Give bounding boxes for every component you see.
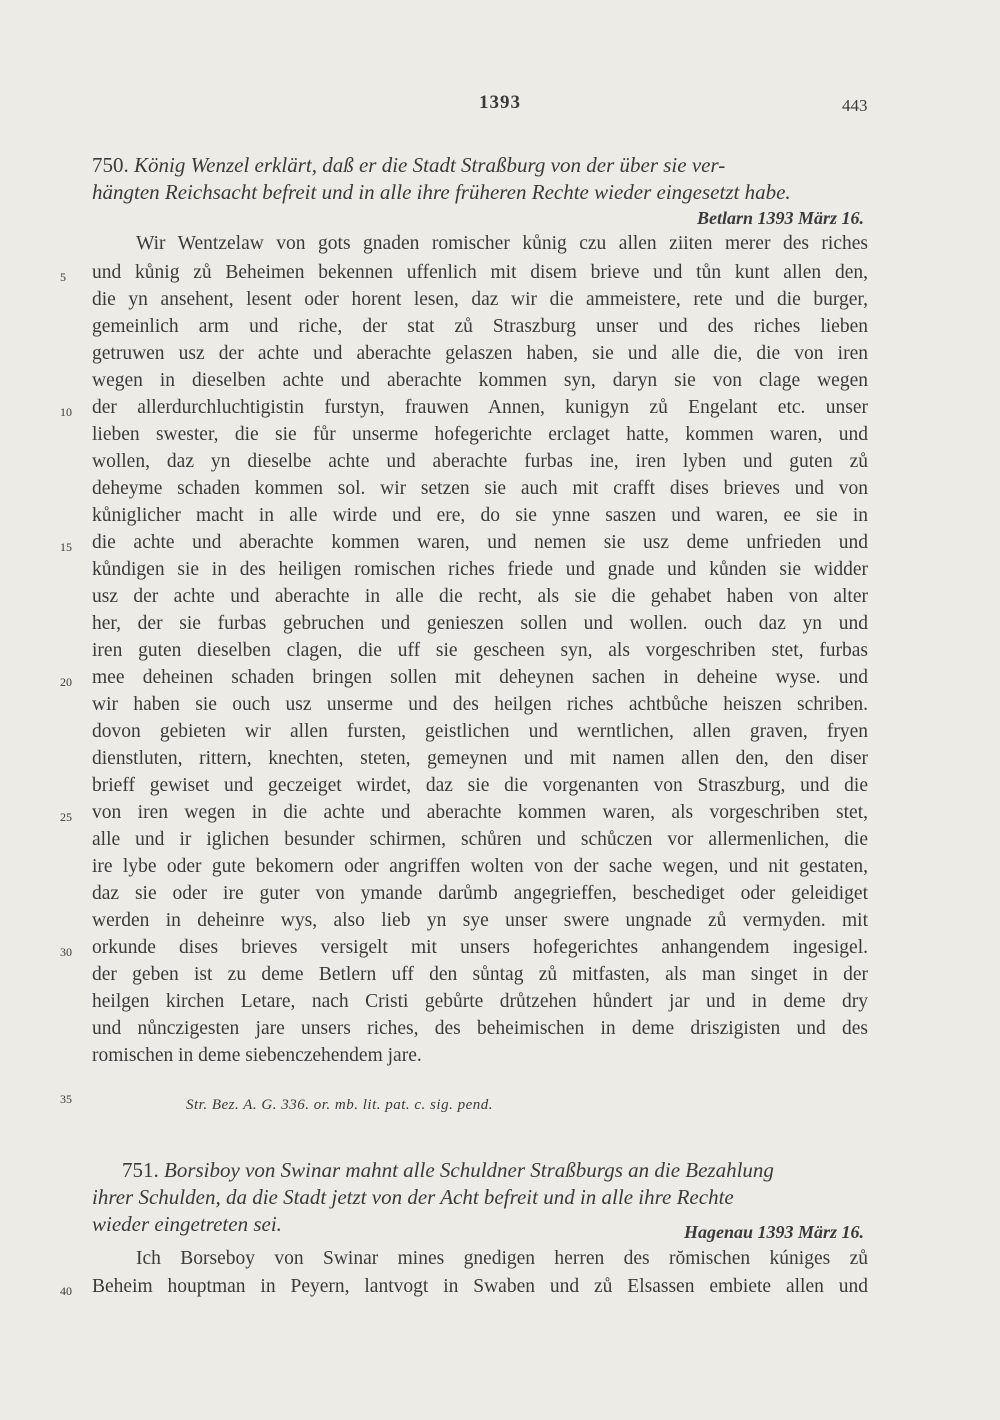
doc-750-line: werden in deheinre wys, also lieb yn sye unser swere ungnade zů vermyden. mit (92, 910, 868, 931)
doc-750-line: wollen, daz yn dieselbe achte und aberachte furbas ine, iren lyben und guten zů (92, 451, 868, 472)
doc-750-line: brieff gewiset und geczeiget wirdet, daz sie die vorgenanten von Straszburg, und die (92, 775, 868, 796)
doc-750-line: und nůnczigesten jare unsers riches, des beheimischen in deme driszigisten und des (92, 1018, 868, 1039)
doc-750-line: Wir Wentzelaw von gots gnaden romischer kůnig czu allen ziiten merer des riches (136, 233, 868, 254)
doc-750-heading (92, 152, 868, 206)
doc-750-line: und kůnig zů Beheimen bekennen uffenlich mit disem brieve und tůn kunt allen den, (92, 262, 868, 283)
doc-750-line: romischen in deme siebenczehendem jare. (92, 1045, 422, 1066)
doc-750-line: die yn ansehent, lesent oder horent lesen, daz wir die ammeistere, rete und die burger, (92, 289, 868, 310)
doc-750-line: iren guten dieselben clagen, die uff sie gescheen syn, als vorgeschriben stet, furbas (92, 640, 868, 661)
margin-line-number: 5 (60, 270, 66, 284)
doc-750-line: her, der sie furbas gebruchen und genieszen sollen und wollen. ouch daz yn und (92, 613, 868, 634)
doc-750-line: kůniglicher macht in alle wirde und ere, do sie ynne saszen und waren, ee sie in (92, 505, 868, 526)
doc-751-heading-line-2: ihrer Schulden, da die Stadt jetzt von der Acht befreit und in alle ihre Rechte (92, 1185, 734, 1209)
doc-750-line: deheyme schaden kommen sol. wir setzen sie auch mit crafft dises brieves und von (92, 478, 868, 499)
doc-750-place-date: Betlarn 1393 März 16. (696, 208, 864, 228)
doc-751-heading-line-1: 751. Borsiboy von Swinar mahnt alle Schuldner Straßburgs an die Bezahlung (92, 1157, 868, 1184)
doc-750-line: kůndigen sie in des heiligen romischen riches friede und gnade und kůnden sie widder (92, 559, 868, 580)
doc-750-line: wir haben sie ouch usz unserme und des heilgen riches achtbůche heiszen schriben. (92, 694, 868, 715)
doc-750-line: dienstluten, rittern, knechten, steten, gemeynen und mit namen allen den, den diser (92, 748, 868, 769)
margin-line-number: 35 (60, 1092, 72, 1106)
doc-750-number: 750. (92, 153, 129, 177)
doc-750-line: dovon gebieten wir allen fursten, geistlichen und werntlichen, allen graven, fryen (92, 721, 868, 742)
doc-750-line: getruwen usz der achte und aberachte gelaszen haben, sie und alle die, die von iren (92, 343, 868, 364)
doc-750-line: orkunde dises brieves versigelt mit unsers hofegerichtes anhangendem ingesigel. (92, 937, 868, 958)
doc-750-line: heilgen kirchen Letare, nach Cristi gebůrte drůtzehen hůndert jar und in deme dry (92, 991, 868, 1012)
doc-750-line: der geben ist zu deme Betlern uff den sůntag zů mitfasten, als man singet in der (92, 964, 868, 985)
doc-750-heading-line-1: 750. König Wenzel erklärt, daß er die Stadt Straßburg von der über sie ver- (92, 153, 726, 177)
doc-751-number: 751. (122, 1158, 159, 1182)
margin-line-number: 25 (60, 810, 72, 824)
doc-750-line: lieben swester, die sie fůr unserme hofegerichte erclaget hatte, kommen waren, und (92, 424, 868, 445)
doc-750-heading-line-2: hängten Reichsacht befreit und in alle ihre früheren Rechte wieder eingesetzt habe. (92, 180, 791, 204)
doc-750-line: von iren wegen in die achte und aberachte kommen waren, als vorgeschriben stet, (92, 802, 868, 823)
doc-751-line: Ich Borseboy von Swinar mines gnedigen herren des rŏmischen kúniges zů (136, 1248, 868, 1269)
doc-750-line: die achte und aberachte kommen waren, und nemen sie usz deme unfrieden und (92, 532, 868, 553)
margin-line-number: 40 (60, 1284, 72, 1298)
doc-750-line: daz sie oder ire guter von ymande darůmb angegrieffen, beschediget oder geleidiget (92, 883, 868, 904)
doc-751-place-date: Hagenau 1393 März 16. (683, 1222, 864, 1242)
running-head-year: 1393 (479, 92, 521, 113)
doc-750-source-note: Str. Bez. A. G. 336. or. mb. lit. pat. c. sig. pend. (186, 1097, 493, 1113)
doc-750-line: usz der achte und aberachte in alle die recht, als sie die gehabet haben von alter (92, 586, 868, 607)
doc-751-line: Beheim houptman in Peyern, lantvogt in Swaben und zů Elsassen embiete allen und (92, 1276, 868, 1297)
doc-751-heading-line-3: wieder eingetreten sei. (92, 1212, 282, 1236)
margin-line-number: 30 (60, 945, 72, 959)
page-number: 443 (842, 96, 868, 115)
margin-line-number: 20 (60, 675, 72, 689)
doc-750-line: wegen in dieselben achte und aberachte kommen syn, daryn sie von clage wegen (92, 370, 868, 391)
doc-750-line: mee deheinen schaden bringen sollen mit deheynen sachen in deheine wyse. und (92, 667, 868, 688)
margin-line-number: 15 (60, 540, 72, 554)
doc-750-line: der allerdurchluchtigistin furstyn, frauwen Annen, kunigyn zů Engelant etc. unser (92, 397, 868, 418)
doc-750-line: alle und ir iglichen besunder schirmen, schůren und schůczen vor allermenlichen, die (92, 829, 868, 850)
doc-750-line: ire lybe oder gute bekomern oder angriffen wolten von der sache wegen, und nit gestaten, (92, 856, 868, 877)
margin-line-number: 10 (60, 405, 72, 419)
doc-750-line: gemeinlich arm und riche, der stat zů Straszburg unser und des riches lieben (92, 316, 868, 337)
